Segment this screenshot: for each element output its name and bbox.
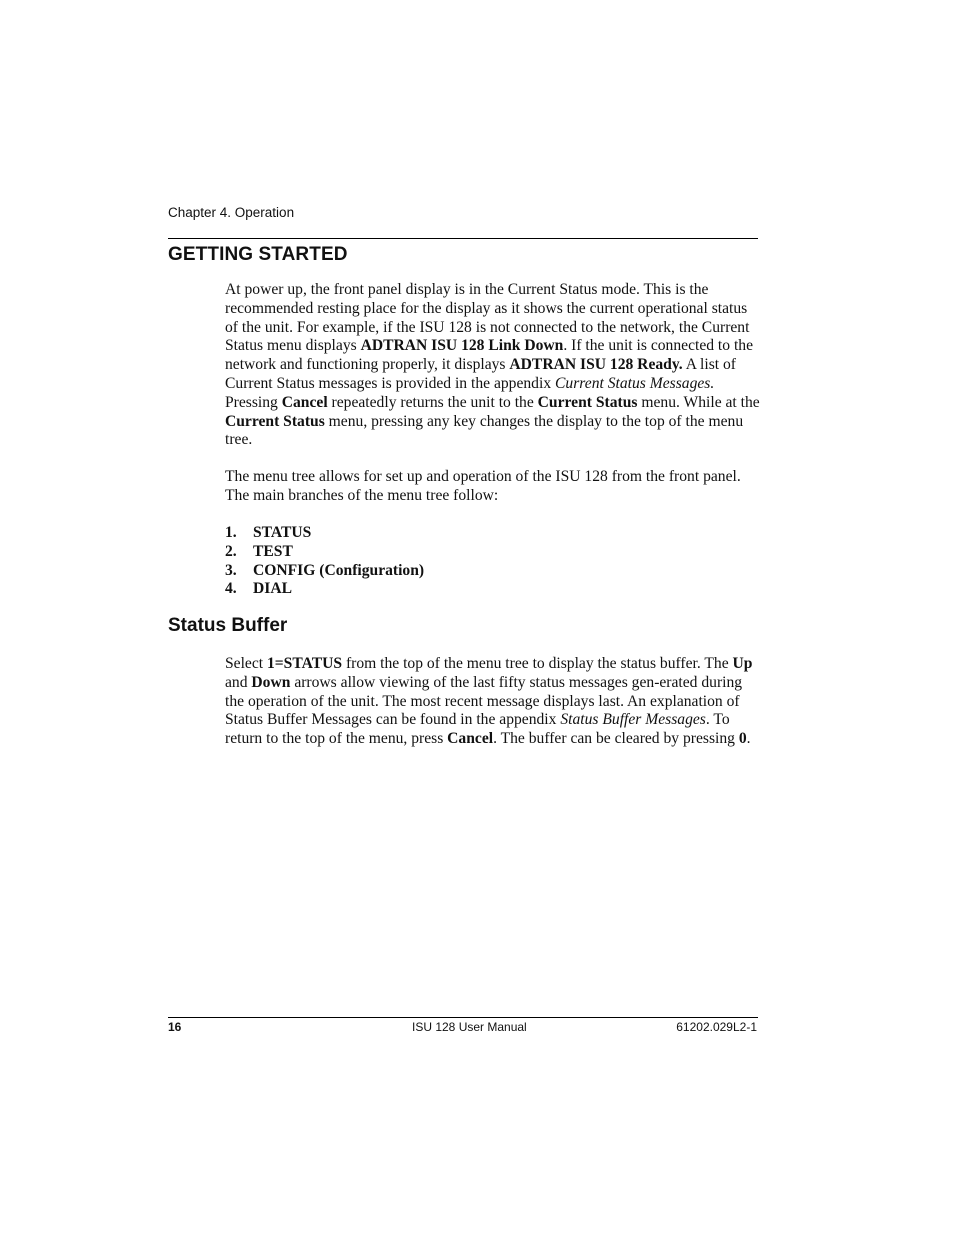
manual-title: ISU 128 User Manual xyxy=(412,1020,527,1034)
text-run: . The buffer can be cleared by pressing xyxy=(493,730,739,748)
text-run: and xyxy=(225,673,252,691)
list-item-number: 2. xyxy=(225,542,237,560)
italic-run: Current Status Messages. xyxy=(555,374,715,392)
text-run: from the top of the menu tree to display the status buffer. The xyxy=(342,655,733,672)
bold-run: Current Status xyxy=(537,393,638,411)
text-run: . If the unit is connected to the network and functioning properly, it displays xyxy=(225,337,754,374)
getting-started-paragraph-2: The menu tree allows for set up and operation of the ISU 128 from the front panel. The main branches of the menu tree follow: xyxy=(225,468,741,504)
italic-run: Status Buffer Messages xyxy=(560,711,706,729)
text-run: repeatedly returns the unit to the xyxy=(327,393,538,411)
bold-run: 0 xyxy=(738,730,747,748)
text-run: menu, pressing any key changes the display to the top of the menu tree. xyxy=(225,412,744,449)
bold-run: ADTRAN ISU 128 Ready. xyxy=(509,356,683,374)
bold-run: Up xyxy=(732,655,753,672)
list-item-number: 4. xyxy=(225,580,237,598)
bold-run: Current Status xyxy=(225,412,325,430)
section-title-getting-started: GETTING STARTED xyxy=(168,244,348,265)
menu-branches-list xyxy=(225,524,424,599)
bold-run: ADTRAN ISU 128 Link Down xyxy=(360,337,564,355)
header-rule xyxy=(168,238,758,239)
bold-run: Cancel xyxy=(447,730,494,748)
bold-run: Cancel xyxy=(281,393,328,411)
text-run: . xyxy=(746,730,751,748)
list-item xyxy=(225,543,424,562)
status-buffer-paragraph xyxy=(225,655,761,749)
text-run: arrows allow viewing of the last fifty status messages gen-erated during the operation of the unit. The most recent message displays last. An explanation of Status Buffer Messages can be found in the appendix xyxy=(225,673,743,729)
list-item xyxy=(225,580,424,599)
list-item-label: TEST xyxy=(253,542,293,560)
text-run: Select xyxy=(225,655,267,672)
document-number: 61202.029L2-1 xyxy=(676,1020,757,1034)
footer-rule xyxy=(168,1017,758,1018)
list-item-label: DIAL xyxy=(253,580,292,598)
page-number: 16 xyxy=(168,1020,182,1034)
bold-run: 1=STATUS xyxy=(267,655,343,672)
list-item xyxy=(225,524,424,543)
getting-started-paragraph-1 xyxy=(225,281,761,450)
text-run: At power up, the front panel display is in the Current Status mode. This is the recommended resting place for the display as it shows the current operational status of the unit. For example, if the ISU 128 is not connected to the network, the Current Status menu displays xyxy=(225,281,750,355)
list-item-label: CONFIG (Configuration) xyxy=(253,561,425,579)
text-run: Pressing xyxy=(225,393,282,411)
list-item-label: STATUS xyxy=(253,524,312,541)
list-item xyxy=(225,562,424,581)
text-run: . To return to the top of the menu, press xyxy=(225,711,730,748)
text-run: A list of Current Status messages is provided in the appendix xyxy=(225,356,736,392)
running-head: Chapter 4. Operation xyxy=(168,205,295,220)
list-item-number: 1. xyxy=(225,524,237,541)
text-run: menu. While at the xyxy=(637,393,760,411)
section-title-status-buffer: Status Buffer xyxy=(168,615,288,636)
bold-run: Down xyxy=(251,673,291,691)
list-item-number: 3. xyxy=(225,561,237,579)
